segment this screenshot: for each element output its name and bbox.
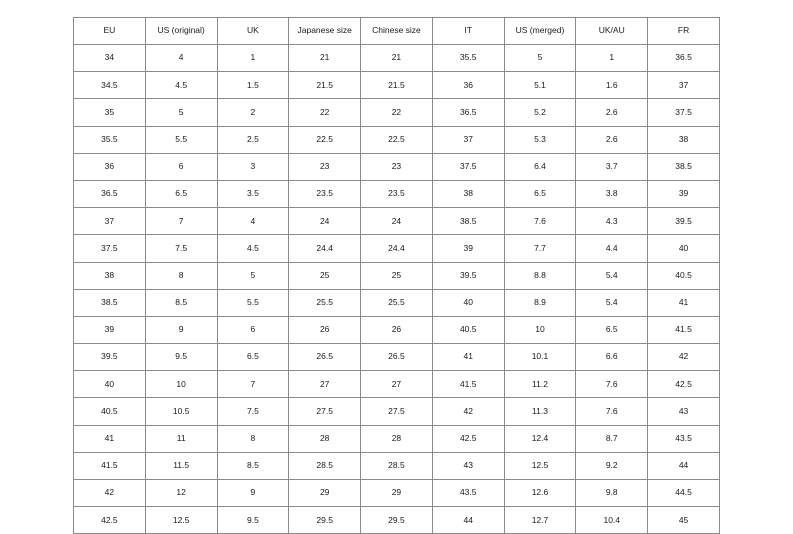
table-cell: 23.5 xyxy=(289,180,361,207)
column-header: EU xyxy=(74,18,146,45)
table-cell: 12 xyxy=(145,480,217,507)
table-cell: 7.5 xyxy=(145,235,217,262)
table-cell: 8.8 xyxy=(504,262,576,289)
table-cell: 6.4 xyxy=(504,153,576,180)
table-cell: 36 xyxy=(74,153,146,180)
table-cell: 26.5 xyxy=(361,344,433,371)
table-cell: 37.5 xyxy=(648,99,720,126)
table-cell: 22.5 xyxy=(289,126,361,153)
table-cell: 22 xyxy=(361,99,433,126)
table-header xyxy=(74,18,720,45)
table-cell: 25 xyxy=(289,262,361,289)
table-row xyxy=(74,371,720,398)
table-cell: 40.5 xyxy=(648,262,720,289)
table-cell: 9.5 xyxy=(217,507,289,534)
table-cell: 43 xyxy=(432,452,504,479)
table-cell: 41.5 xyxy=(74,452,146,479)
table-cell: 25.5 xyxy=(361,289,433,316)
table-cell: 40.5 xyxy=(74,398,146,425)
table-cell: 11.2 xyxy=(504,371,576,398)
table-cell: 43 xyxy=(648,398,720,425)
table-cell: 7 xyxy=(217,371,289,398)
table-cell: 9.5 xyxy=(145,344,217,371)
table-cell: 6 xyxy=(145,153,217,180)
table-cell: 44 xyxy=(648,452,720,479)
table-cell: 7.6 xyxy=(504,208,576,235)
table-cell: 28.5 xyxy=(361,452,433,479)
table-row xyxy=(74,507,720,534)
table-cell: 26.5 xyxy=(289,344,361,371)
table-cell: 39.5 xyxy=(648,208,720,235)
table-cell: 10 xyxy=(145,371,217,398)
table-row xyxy=(74,480,720,507)
shoe-size-conversion-table xyxy=(73,17,720,534)
table-cell: 28 xyxy=(289,425,361,452)
table-cell: 22.5 xyxy=(361,126,433,153)
table-cell: 5.5 xyxy=(217,289,289,316)
table-cell: 7.7 xyxy=(504,235,576,262)
table-cell: 29 xyxy=(289,480,361,507)
table-cell: 42.5 xyxy=(432,425,504,452)
table-row xyxy=(74,452,720,479)
table-cell: 8 xyxy=(217,425,289,452)
table-cell: 12.5 xyxy=(504,452,576,479)
table-cell: 7.5 xyxy=(217,398,289,425)
table-cell: 42.5 xyxy=(74,507,146,534)
table-cell: 3.7 xyxy=(576,153,648,180)
table-cell: 37 xyxy=(432,126,504,153)
table-cell: 29.5 xyxy=(361,507,433,534)
table-cell: 4.5 xyxy=(217,235,289,262)
table-cell: 4.3 xyxy=(576,208,648,235)
table-cell: 1.5 xyxy=(217,72,289,99)
table-cell: 26 xyxy=(289,316,361,343)
table-cell: 24 xyxy=(361,208,433,235)
table-cell: 11.5 xyxy=(145,452,217,479)
table-cell: 38.5 xyxy=(432,208,504,235)
table-cell: 43.5 xyxy=(648,425,720,452)
table-cell: 28 xyxy=(361,425,433,452)
table-cell: 4 xyxy=(217,208,289,235)
table-row xyxy=(74,425,720,452)
table-cell: 36.5 xyxy=(648,45,720,72)
table-cell: 3.5 xyxy=(217,180,289,207)
table-cell: 29 xyxy=(361,480,433,507)
table-cell: 10.4 xyxy=(576,507,648,534)
table-cell: 5.5 xyxy=(145,126,217,153)
table-cell: 23.5 xyxy=(361,180,433,207)
table-row xyxy=(74,180,720,207)
table-cell: 3 xyxy=(217,153,289,180)
table-cell: 7.6 xyxy=(576,398,648,425)
table-cell: 9.8 xyxy=(576,480,648,507)
table-cell: 27.5 xyxy=(361,398,433,425)
table-cell: 8.5 xyxy=(145,289,217,316)
table-row xyxy=(74,316,720,343)
table-cell: 5.3 xyxy=(504,126,576,153)
table-cell: 41 xyxy=(648,289,720,316)
table-cell: 12.7 xyxy=(504,507,576,534)
table-cell: 23 xyxy=(361,153,433,180)
column-header: Japanese size xyxy=(289,18,361,45)
table-cell: 8 xyxy=(145,262,217,289)
table-cell: 28.5 xyxy=(289,452,361,479)
table-cell: 3.8 xyxy=(576,180,648,207)
table-cell: 41.5 xyxy=(432,371,504,398)
table-cell: 35.5 xyxy=(74,126,146,153)
table-cell: 2.5 xyxy=(217,126,289,153)
table-cell: 7.6 xyxy=(576,371,648,398)
table-cell: 34.5 xyxy=(74,72,146,99)
table-cell: 6.5 xyxy=(217,344,289,371)
table-cell: 41.5 xyxy=(648,316,720,343)
table-cell: 9 xyxy=(217,480,289,507)
table-cell: 25 xyxy=(361,262,433,289)
table-cell: 39 xyxy=(74,316,146,343)
table-cell: 42.5 xyxy=(648,371,720,398)
table-cell: 36.5 xyxy=(432,99,504,126)
table-cell: 1.6 xyxy=(576,72,648,99)
table-cell: 5 xyxy=(217,262,289,289)
column-header: IT xyxy=(432,18,504,45)
table-cell: 6.5 xyxy=(504,180,576,207)
table-cell: 45 xyxy=(648,507,720,534)
table-cell: 8.9 xyxy=(504,289,576,316)
column-header: FR xyxy=(648,18,720,45)
table-header-row xyxy=(74,18,720,45)
table-row xyxy=(74,208,720,235)
table-cell: 5 xyxy=(145,99,217,126)
table-cell: 37 xyxy=(74,208,146,235)
table-cell: 21 xyxy=(289,45,361,72)
table-cell: 12.6 xyxy=(504,480,576,507)
table-cell: 39.5 xyxy=(432,262,504,289)
table-cell: 12.4 xyxy=(504,425,576,452)
table-cell: 40 xyxy=(432,289,504,316)
table-row xyxy=(74,398,720,425)
table-cell: 43.5 xyxy=(432,480,504,507)
table-cell: 8.7 xyxy=(576,425,648,452)
table-cell: 6 xyxy=(217,316,289,343)
table-cell: 22 xyxy=(289,99,361,126)
table-cell: 21 xyxy=(361,45,433,72)
table-cell: 40.5 xyxy=(432,316,504,343)
table-cell: 38 xyxy=(648,126,720,153)
table-cell: 26 xyxy=(361,316,433,343)
table-cell: 11 xyxy=(145,425,217,452)
table-cell: 35.5 xyxy=(432,45,504,72)
table-cell: 41 xyxy=(74,425,146,452)
table-row xyxy=(74,126,720,153)
table-cell: 39 xyxy=(648,180,720,207)
table-cell: 23 xyxy=(289,153,361,180)
table-cell: 5 xyxy=(504,45,576,72)
table-cell: 37.5 xyxy=(432,153,504,180)
table-cell: 38.5 xyxy=(648,153,720,180)
column-header: UK xyxy=(217,18,289,45)
table-row xyxy=(74,72,720,99)
table-cell: 21.5 xyxy=(289,72,361,99)
table-cell: 29.5 xyxy=(289,507,361,534)
table-cell: 44.5 xyxy=(648,480,720,507)
table-cell: 10.1 xyxy=(504,344,576,371)
table-row xyxy=(74,235,720,262)
table-cell: 1 xyxy=(576,45,648,72)
table-row xyxy=(74,289,720,316)
table-cell: 36.5 xyxy=(74,180,146,207)
table-cell: 6.6 xyxy=(576,344,648,371)
table-cell: 24 xyxy=(289,208,361,235)
table-cell: 42 xyxy=(74,480,146,507)
table-cell: 40 xyxy=(74,371,146,398)
table-cell: 25.5 xyxy=(289,289,361,316)
table-cell: 27 xyxy=(361,371,433,398)
table-cell: 1 xyxy=(217,45,289,72)
table-cell: 38.5 xyxy=(74,289,146,316)
table-cell: 6.5 xyxy=(576,316,648,343)
column-header: US (merged) xyxy=(504,18,576,45)
table-cell: 2.6 xyxy=(576,99,648,126)
table-cell: 41 xyxy=(432,344,504,371)
table-cell: 8.5 xyxy=(217,452,289,479)
table-cell: 39 xyxy=(432,235,504,262)
table-cell: 4.5 xyxy=(145,72,217,99)
table-cell: 11.3 xyxy=(504,398,576,425)
table-row xyxy=(74,344,720,371)
table-cell: 42 xyxy=(648,344,720,371)
table-cell: 4.4 xyxy=(576,235,648,262)
table-cell: 5.4 xyxy=(576,289,648,316)
table-cell: 6.5 xyxy=(145,180,217,207)
table-cell: 5.2 xyxy=(504,99,576,126)
table-cell: 5.1 xyxy=(504,72,576,99)
table-cell: 10.5 xyxy=(145,398,217,425)
table-cell: 9 xyxy=(145,316,217,343)
table-cell: 38 xyxy=(432,180,504,207)
table-cell: 38 xyxy=(74,262,146,289)
table-cell: 5.4 xyxy=(576,262,648,289)
table-body xyxy=(74,45,720,534)
table-cell: 24.4 xyxy=(361,235,433,262)
column-header: UK/AU xyxy=(576,18,648,45)
table-cell: 24.4 xyxy=(289,235,361,262)
table-cell: 12.5 xyxy=(145,507,217,534)
table-cell: 7 xyxy=(145,208,217,235)
table-cell: 2 xyxy=(217,99,289,126)
table-cell: 39.5 xyxy=(74,344,146,371)
table-cell: 2.6 xyxy=(576,126,648,153)
table-cell: 42 xyxy=(432,398,504,425)
table-cell: 35 xyxy=(74,99,146,126)
table-cell: 36 xyxy=(432,72,504,99)
table-cell: 44 xyxy=(432,507,504,534)
column-header: US (original) xyxy=(145,18,217,45)
table-cell: 37 xyxy=(648,72,720,99)
table-cell: 21.5 xyxy=(361,72,433,99)
table-cell: 4 xyxy=(145,45,217,72)
table-row xyxy=(74,262,720,289)
column-header: Chinese size xyxy=(361,18,433,45)
table-cell: 34 xyxy=(74,45,146,72)
table-cell: 27.5 xyxy=(289,398,361,425)
table-cell: 37.5 xyxy=(74,235,146,262)
table-row xyxy=(74,99,720,126)
table-cell: 40 xyxy=(648,235,720,262)
table-row xyxy=(74,153,720,180)
table-cell: 27 xyxy=(289,371,361,398)
table-row xyxy=(74,45,720,72)
table-cell: 10 xyxy=(504,316,576,343)
table-cell: 9.2 xyxy=(576,452,648,479)
